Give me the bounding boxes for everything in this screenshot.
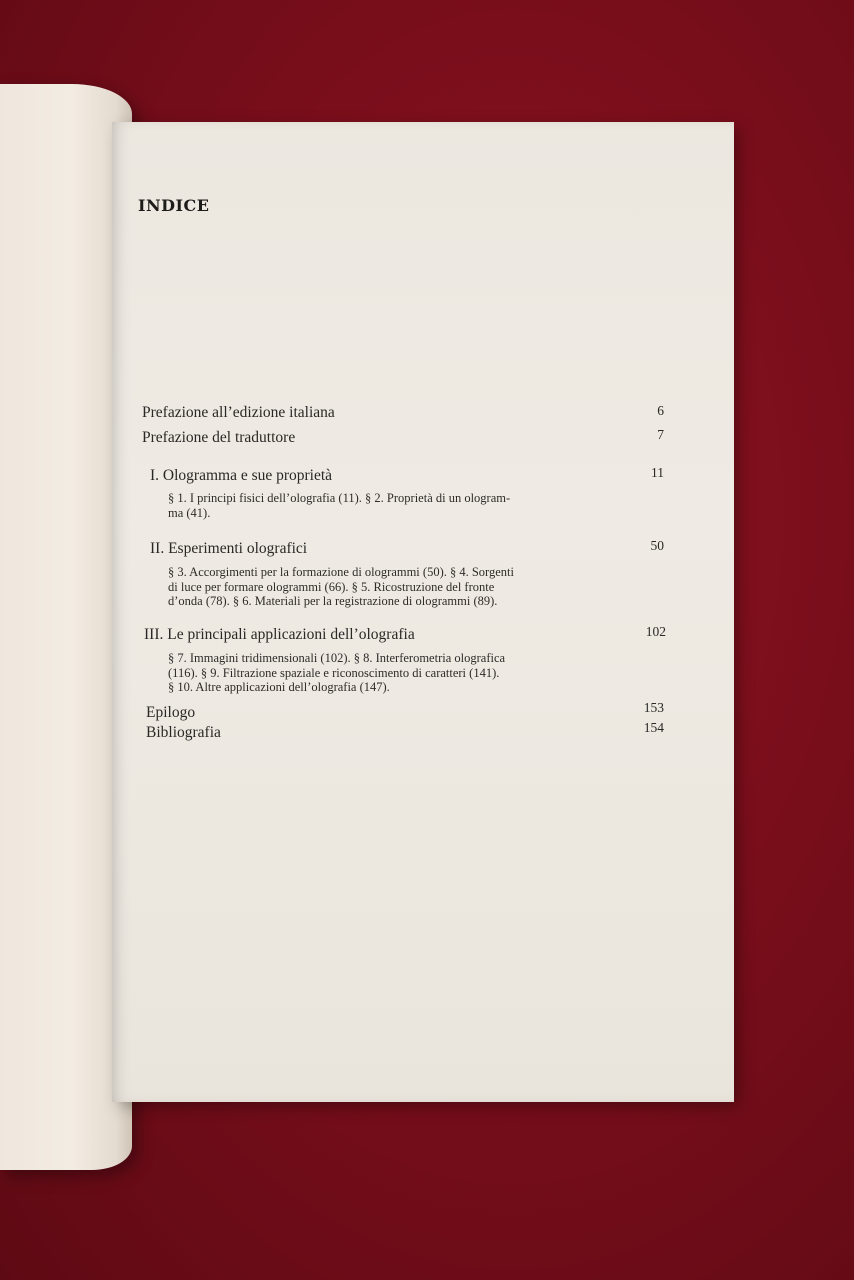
toc-entry-title: I. Ologramma e sue proprietà: [150, 467, 333, 484]
toc-entry-sections: [168, 651, 628, 695]
toc-section-line: § 7. Immagini tridimensionali (102). § 8. Interferometria olografica: [168, 651, 506, 665]
toc-section-line: § 1. I principi fisici dell’olografia (11). § 2. Proprietà di un ologram-: [168, 491, 511, 505]
toc-entry-sections: [168, 491, 628, 520]
toc-entry-page: 50: [650, 538, 664, 553]
toc-entry-title: II. Esperimenti olografici: [150, 540, 308, 557]
toc-entry-title: III. Le principali applicazioni dell’olografia: [144, 626, 415, 643]
toc-entry-page: 11: [651, 465, 664, 480]
toc-section-line: d’onda (78). § 6. Materiali per la registrazione di ologrammi (89).: [168, 594, 498, 608]
toc-section-line: § 3. Accorgimenti per la formazione di ologrammi (50). § 4. Sorgenti: [168, 565, 514, 579]
toc-entry-title: Bibliografia: [146, 724, 221, 741]
toc-entry-page: 154: [643, 720, 664, 735]
toc-entry-page: 7: [657, 427, 664, 442]
toc-entry-page: 153: [643, 700, 664, 715]
toc-entry-title: Prefazione all’edizione italiana: [142, 404, 335, 421]
toc-entry-sections: [168, 565, 628, 609]
toc-section-line: § 10. Altre applicazioni dell’olografia (147).: [168, 680, 390, 694]
toc-entry-page: 6: [657, 403, 664, 418]
toc-entry-title: Epilogo: [146, 704, 196, 721]
toc-section-line: (116). § 9. Filtrazione spaziale e riconoscimento di caratteri (141).: [168, 665, 500, 680]
toc-section-line: ma (41).: [168, 505, 211, 520]
right-book-page: [112, 122, 734, 1102]
toc-section-line: di luce per formare ologrammi (66). § 5. Ricostruzione del fronte: [168, 579, 495, 594]
toc-entry-page: 102: [645, 624, 666, 639]
toc-entry-title: Prefazione del traduttore: [142, 429, 296, 446]
toc-heading: INDICE: [138, 196, 210, 215]
